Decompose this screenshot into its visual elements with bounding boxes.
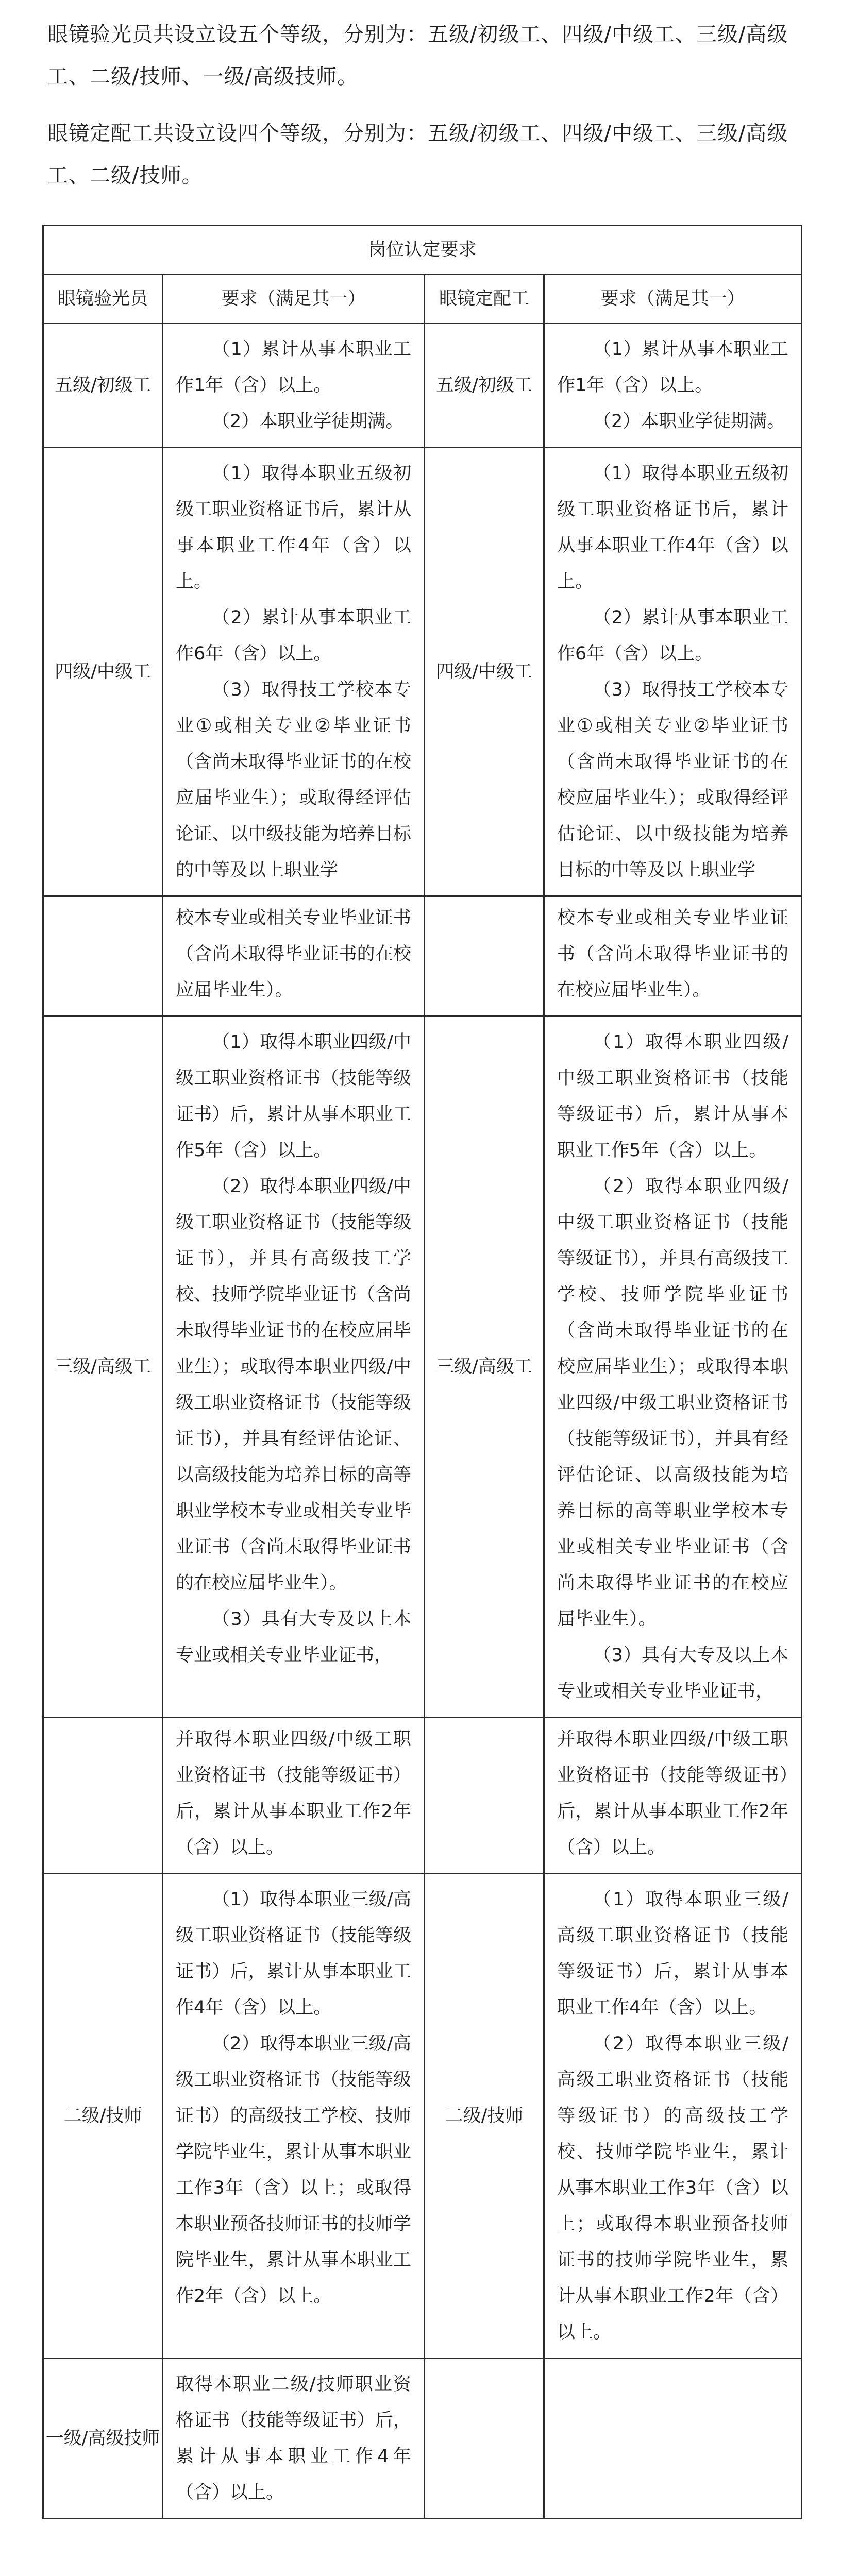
requirement-item: （2）取得本职业三级/高级工职业资格证书（技能等级证书）的高级技工学校、技师学院毕业生，累计从事本职业工作3年（含）以上；或取得本职业预备技师证书的技师学院毕业生，累计从事本职业工作2年（含）以上。 [557,2033,789,2343]
table-row [43,2359,802,2519]
requirement-item: （3）取得技工学校本专业①或相关专业②毕业证书（含尚未取得毕业证书的在校应届毕业生）；或取得经评估论证、以中级技能为培养目标的中等及以上职业学 [176,680,411,880]
requirements-cell [163,896,425,1016]
level-cell: 三级/高级工 [425,1016,544,1718]
requirement-item: （2）本职业学徒期满。 [593,411,785,432]
requirement-item: （3）具有大专及以上本专业或相关专业毕业证书， [557,1645,789,1702]
requirement-item: 并取得本职业四级/中级工职业资格证书（技能等级证书）后，累计从事本职业工作2年（含）以上。 [176,1729,411,1858]
table-row [43,896,802,1016]
level-cell [425,2359,544,2519]
requirements-cell [163,448,425,896]
requirement-item: （2）取得本职业四级/中级工职业资格证书（技能等级证书），并具有高级技工学校、技师学院毕业证书（含尚未取得毕业证书的在校应届毕业生）；或取得本职业四级/中级工职业资格证书（技能等级证书），并具有经评估论证、以高级技能为培养目标的高等职业学校本专业或相关专业毕业证书（含尚未取得毕业证书的在校应届毕业生）。 [557,1176,789,1630]
header-eyeglass-fitter: 眼镜定配工 [425,275,544,324]
requirement-item: （3）取得技工学校本专业①或相关专业②毕业证书（含尚未取得毕业证书的在校应届毕业生）；或取得经评估论证、以中级技能为培养目标的中等及以上职业学 [557,680,789,880]
requirement-item: （1）累计从事本职业工作1年（含）以上。 [557,339,789,396]
table-row [43,448,802,896]
level-cell: 三级/高级工 [43,1016,163,1718]
intro-section [47,13,801,211]
level-cell [43,1718,163,1874]
requirement-item: 并取得本职业四级/中级工职业资格证书（技能等级证书）后，累计从事本职业工作2年（含）以上。 [557,1729,789,1858]
requirement-item: 校本专业或相关专业毕业证书（含尚未取得毕业证书的在校应届毕业生）。 [176,908,411,1001]
level-cell: 四级/中级工 [425,448,544,896]
requirement-item: （1）取得本职业四级/中级工职业资格证书（技能等级证书）后，累计从事本职业工作5年（含）以上。 [176,1032,411,1161]
requirement-item: 校本专业或相关专业毕业证书（含尚未取得毕业证书的在校应届毕业生）。 [557,908,789,1001]
requirement-item: （1）累计从事本职业工作1年（含）以上。 [176,339,411,396]
requirement-item: （3）具有大专及以上本专业或相关专业毕业证书， [176,1609,411,1666]
requirement-item: （1）取得本职业三级/高级工职业资格证书（技能等级证书）后，累计从事本职业工作4年（含）以上。 [557,1889,789,2018]
table-title: 岗位认定要求 [43,226,802,275]
level-cell: 五级/初级工 [425,324,544,448]
requirements-cell [163,1718,425,1874]
requirements-cell [544,2359,802,2519]
level-cell: 二级/技师 [425,1874,544,2359]
requirement-item: （1）取得本职业三级/高级工职业资格证书（技能等级证书）后，累计从事本职业工作4年（含）以上。 [176,1889,411,2018]
requirement-item: 取得本职业二级/技师职业资格证书（技能等级证书）后，累计从事本职业工作4年（含）以上。 [176,2374,411,2503]
requirements-cell [163,1874,425,2359]
table-row [43,1874,802,2359]
intro-paragraph-optometrist: 眼镜验光员共设立设五个等级，分别为：五级/初级工、四级/中级工、三级/高级工、二级/技师、一级/高级技师。 [47,23,788,89]
requirements-cell [163,2359,425,2519]
table-row [43,1718,802,1874]
header-optometrist: 眼镜验光员 [43,275,163,324]
table-row [43,324,802,448]
requirement-item: （1）取得本职业五级初级工职业资格证书后，累计从事本职业工作4年（含）以上。 [176,463,411,592]
requirement-item: （2）累计从事本职业工作6年（含）以上。 [557,607,789,664]
header-requirements-left: 要求（满足其一） [163,275,425,324]
level-cell: 二级/技师 [43,1874,163,2359]
level-cell: 一级/高级技师 [43,2359,163,2519]
requirements-cell [544,896,802,1016]
requirement-item: （2）取得本职业三级/高级工职业资格证书（技能等级证书）的高级技工学校、技师学院毕业生，累计从事本职业工作3年（含）以上；或取得本职业预备技师证书的技师学院毕业生，累计从事本职业工作2年（含）以上。 [176,2033,411,2307]
level-cell [425,896,544,1016]
requirement-item: （1）取得本职业五级初级工职业资格证书后，累计从事本职业工作4年（含）以上。 [557,463,789,592]
intro-paragraph-eyeglass-fitter: 眼镜定配工共设立设四个等级，分别为：五级/初级工、四级/中级工、三级/高级工、二级/技师。 [47,122,788,188]
level-cell [425,1718,544,1874]
level-cell: 五级/初级工 [43,324,163,448]
requirements-table [42,225,802,2519]
header-requirements-right: 要求（满足其一） [544,275,802,324]
requirements-cell [544,1718,802,1874]
requirement-item: （2）取得本职业四级/中级工职业资格证书（技能等级证书），并具有高级技工学校、技师学院毕业证书（含尚未取得毕业证书的在校应届毕业生）；或取得本职业四级/中级工职业资格证书（技能等级证书），并具有经评估论证、以高级技能为培养目标的高等职业学校本专业或相关专业毕业证书（含尚未取得毕业证书的在校应届毕业生）。 [176,1176,411,1594]
table-title-row [43,226,802,275]
requirements-cell [544,448,802,896]
level-cell: 四级/中级工 [43,448,163,896]
requirement-item: （1）取得本职业四级/中级工职业资格证书（技能等级证书）后，累计从事本职业工作5年（含）以上。 [557,1032,789,1161]
requirements-cell [544,1016,802,1718]
requirements-table-wrapper [42,225,801,2519]
requirements-cell [163,324,425,448]
level-cell [43,896,163,1016]
requirement-item: （2）本职业学徒期满。 [212,411,404,432]
requirements-cell [544,1874,802,2359]
requirements-cell [163,1016,425,1718]
requirements-cell [544,324,802,448]
requirement-item: （2）累计从事本职业工作6年（含）以上。 [176,607,411,664]
table-header-row [43,275,802,324]
table-row [43,1016,802,1718]
